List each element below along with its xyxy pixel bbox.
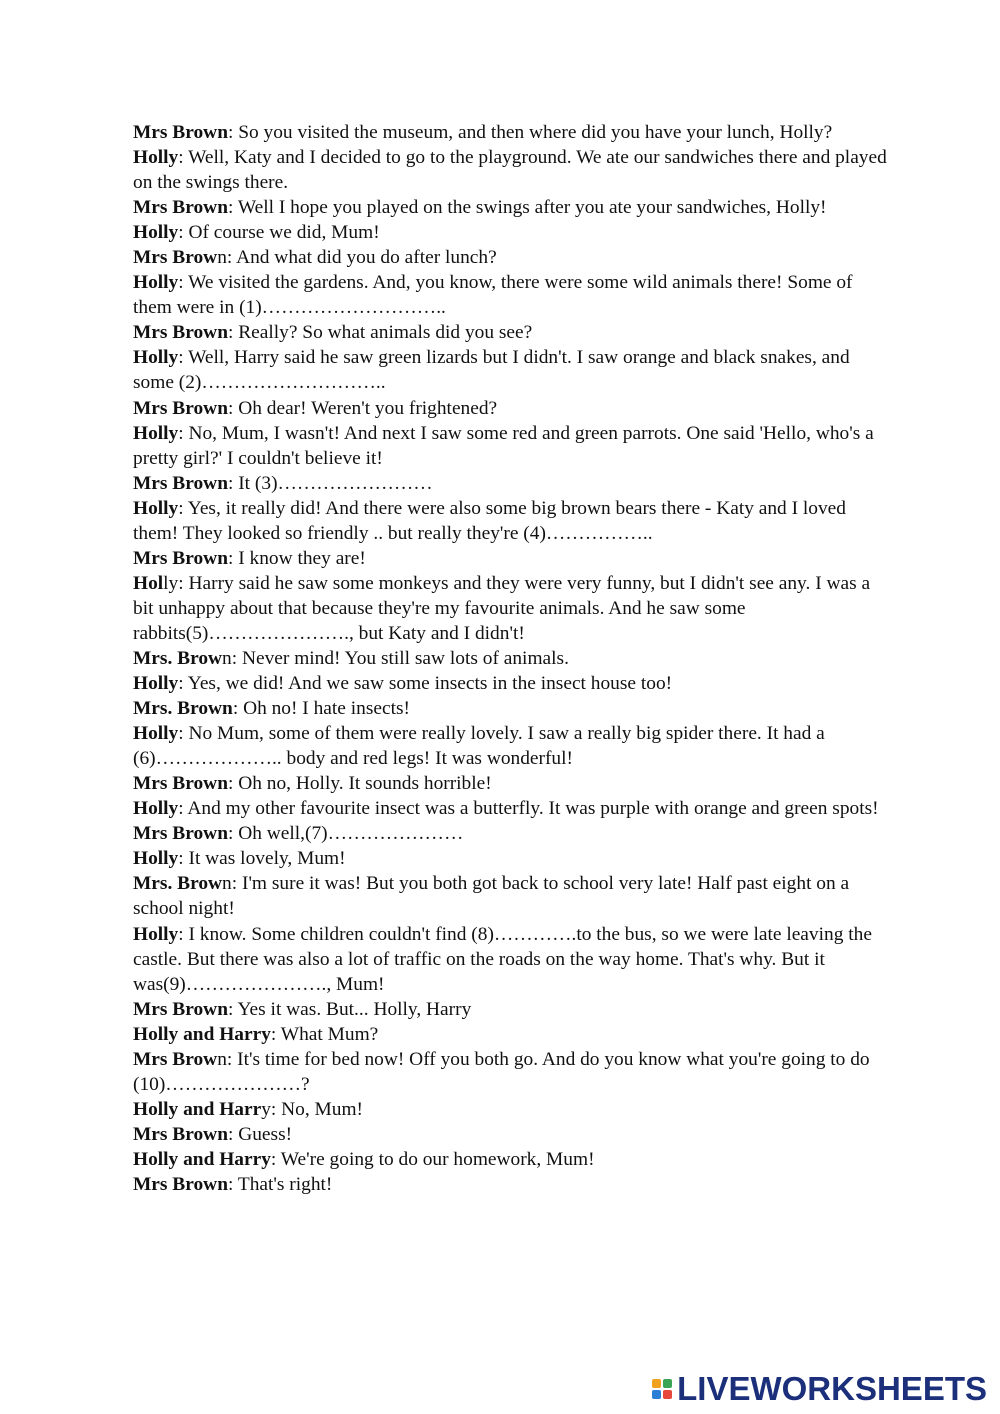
speaker-name: Mrs. Brow xyxy=(133,873,223,895)
mark-square-1 xyxy=(652,1379,661,1388)
dialogue-line xyxy=(133,496,893,546)
speaker-name: Holly xyxy=(133,848,179,870)
dialogue-line xyxy=(133,320,893,345)
line-text: : No, Mum, I wasn't! And next I saw some red and green parrots. One said 'Hello, who's a pretty girl?' I couldn't believe it! xyxy=(133,422,874,469)
dialogue-line xyxy=(133,345,893,395)
speaker-name: Holly xyxy=(133,923,179,945)
line-text: : It (3)…………………… xyxy=(227,472,433,494)
dialogue-line xyxy=(133,220,893,245)
speaker-name: Mrs Brown xyxy=(133,322,228,344)
dialogue-line xyxy=(133,245,893,270)
speaker-name-tail: n xyxy=(217,1048,227,1070)
speaker-name: Mrs Brown xyxy=(133,998,228,1020)
speaker-name-tail: ly xyxy=(163,572,179,594)
line-text: : Yes it was. But... Holly, Harry xyxy=(227,998,472,1020)
line-text: : Well, Katy and I decided to go to the playground. We ate our sandwiches there and played on the swings there. xyxy=(133,147,887,194)
dialogue-line xyxy=(133,671,893,696)
dialogue-line xyxy=(133,1122,893,1147)
line-text: : Never mind! You still saw lots of animals. xyxy=(231,647,569,669)
dialogue-line xyxy=(133,471,893,496)
line-text: : I'm sure it was! But you both got back to school very late! Half past eight on a school night! xyxy=(133,873,850,920)
mark-square-3 xyxy=(652,1390,661,1399)
line-text: : Guess! xyxy=(227,1123,293,1145)
speaker-name: Holly xyxy=(133,497,179,519)
speaker-name: Holly and Harr xyxy=(133,1098,262,1120)
speaker-name: Holly xyxy=(133,347,179,369)
line-text: : And my other favourite insect was a butterfly. It was purple with orange and green spots! xyxy=(178,798,879,820)
speaker-name: Holly and Harry xyxy=(133,1148,271,1170)
speaker-name: Mrs Brown xyxy=(133,122,228,143)
speaker-name: Holly xyxy=(133,673,179,695)
speaker-name: Mrs Brown xyxy=(133,197,228,219)
speaker-name: Mrs Brown xyxy=(133,547,228,569)
line-text: : It's time for bed now! Off you both go. And do you know what you're going to do (10)…………………? xyxy=(133,1048,870,1095)
speaker-name-tail: y xyxy=(261,1098,271,1120)
line-text: : Well I hope you played on the swings after you ate your sandwiches, Holly! xyxy=(227,197,827,219)
dialogue-line xyxy=(133,1022,893,1047)
dialogue-line xyxy=(133,195,893,220)
speaker-name: Holly xyxy=(133,222,179,244)
dialogue-line xyxy=(133,821,893,846)
dialogue-line xyxy=(133,922,893,997)
line-text: : No Mum, some of them were really lovely. I saw a really big spider there. It had a (6)……………….. body and red legs! It was wonderful! xyxy=(133,723,825,770)
dialogue-line xyxy=(133,145,893,195)
dialogue-line xyxy=(133,546,893,571)
speaker-name: Holly xyxy=(133,798,179,820)
dialogue-line xyxy=(133,771,893,796)
dialogue-line xyxy=(133,1147,893,1172)
line-text: : Well, Harry said he saw green lizards but I didn't. I saw orange and black snakes, and some (2)……………………….. xyxy=(133,347,850,394)
line-text: : We're going to do our homework, Mum! xyxy=(270,1148,595,1170)
dialogue-line xyxy=(133,120,893,145)
dialogue-line xyxy=(133,721,893,771)
dialogue-line xyxy=(133,796,893,821)
speaker-name-tail: n xyxy=(222,647,232,669)
speaker-name-tail: n xyxy=(222,873,232,895)
line-text: : I know they are! xyxy=(227,547,366,569)
speaker-name: Mrs. Brow xyxy=(133,647,223,669)
speaker-name: Mrs. Brown xyxy=(133,698,233,720)
dialogue-line xyxy=(133,396,893,421)
speaker-name: Holly xyxy=(133,272,179,294)
dialogue-line xyxy=(133,646,893,671)
speaker-name: Mrs Brow xyxy=(133,247,218,269)
dialogue-line xyxy=(133,696,893,721)
dialogue-line xyxy=(133,997,893,1022)
line-text: : And what did you do after lunch? xyxy=(226,247,497,269)
line-text: : Yes, it really did! And there were also some big brown bears there - Katy and I loved them! They looked so friendly .. but really they're (4)…………….. xyxy=(133,497,846,544)
liveworksheets-mark-icon xyxy=(652,1379,672,1399)
line-text: : We visited the gardens. And, you know, there were some wild animals there! Some of them were in (1)……………………….. xyxy=(133,272,853,319)
dialogue-line xyxy=(133,1097,893,1122)
speaker-name: Holly and Harry xyxy=(133,1023,271,1045)
line-text: : That's right! xyxy=(227,1173,333,1195)
speaker-name: Mrs Brown xyxy=(133,397,228,419)
speaker-name: Holly xyxy=(133,723,179,745)
line-text: : Harry said he saw some monkeys and they were very funny, but I didn't see any. I was a bit unhappy about that because they're my favourite animals. And he saw some rabbits(5)…………………., but Katy and I didn't! xyxy=(133,572,871,644)
speaker-name: Holly xyxy=(133,147,179,169)
line-text: : So you visited the museum, and then where did you have your lunch, Holly? xyxy=(227,122,833,143)
speaker-name-tail: n xyxy=(217,247,227,269)
line-text: : Of course we did, Mum! xyxy=(178,222,380,244)
dialogue-line xyxy=(133,871,893,921)
speaker-name: Mrs Brown xyxy=(133,823,228,845)
dialogue-line xyxy=(133,1172,893,1197)
dialogue-text xyxy=(133,120,893,1197)
line-text: : Yes, we did! And we saw some insects in the insect house too! xyxy=(178,673,673,695)
line-text: : Oh no! I hate insects! xyxy=(232,698,410,720)
dialogue-line xyxy=(133,270,893,320)
line-text: : No, Mum! xyxy=(270,1098,364,1120)
line-text: : Oh dear! Weren't you frightened? xyxy=(227,397,498,419)
dialogue-line xyxy=(133,846,893,871)
speaker-name: Mrs Brown xyxy=(133,1173,228,1195)
dialogue-line xyxy=(133,571,893,646)
line-text: : Oh well,(7)………………… xyxy=(227,823,464,845)
speaker-name: Hol xyxy=(133,572,164,594)
brand-name: LIVEWORKSHEETS xyxy=(677,1370,987,1407)
speaker-name: Mrs Brown xyxy=(133,472,228,494)
speaker-name: Mrs Brown xyxy=(133,1123,228,1145)
dialogue-line xyxy=(133,1047,893,1097)
line-text: : Oh no, Holly. It sounds horrible! xyxy=(227,773,492,795)
speaker-name: Mrs Brow xyxy=(133,1048,218,1070)
line-text: : Really? So what animals did you see? xyxy=(227,322,533,344)
speaker-name: Mrs Brown xyxy=(133,773,228,795)
line-text: : What Mum? xyxy=(270,1023,379,1045)
speaker-name: Holly xyxy=(133,422,179,444)
liveworksheets-logo[interactable] xyxy=(652,1370,987,1408)
dialogue-line xyxy=(133,421,893,471)
line-text: : I know. Some children couldn't find (8)………….to the bus, so we were late leaving the castle. But there was also a lot of traffic on the roads on the way home. That's why. But it was(9)…………………., Mum! xyxy=(133,923,872,995)
mark-square-2 xyxy=(663,1379,672,1388)
line-text: : It was lovely, Mum! xyxy=(178,848,346,870)
mark-square-4 xyxy=(663,1390,672,1399)
